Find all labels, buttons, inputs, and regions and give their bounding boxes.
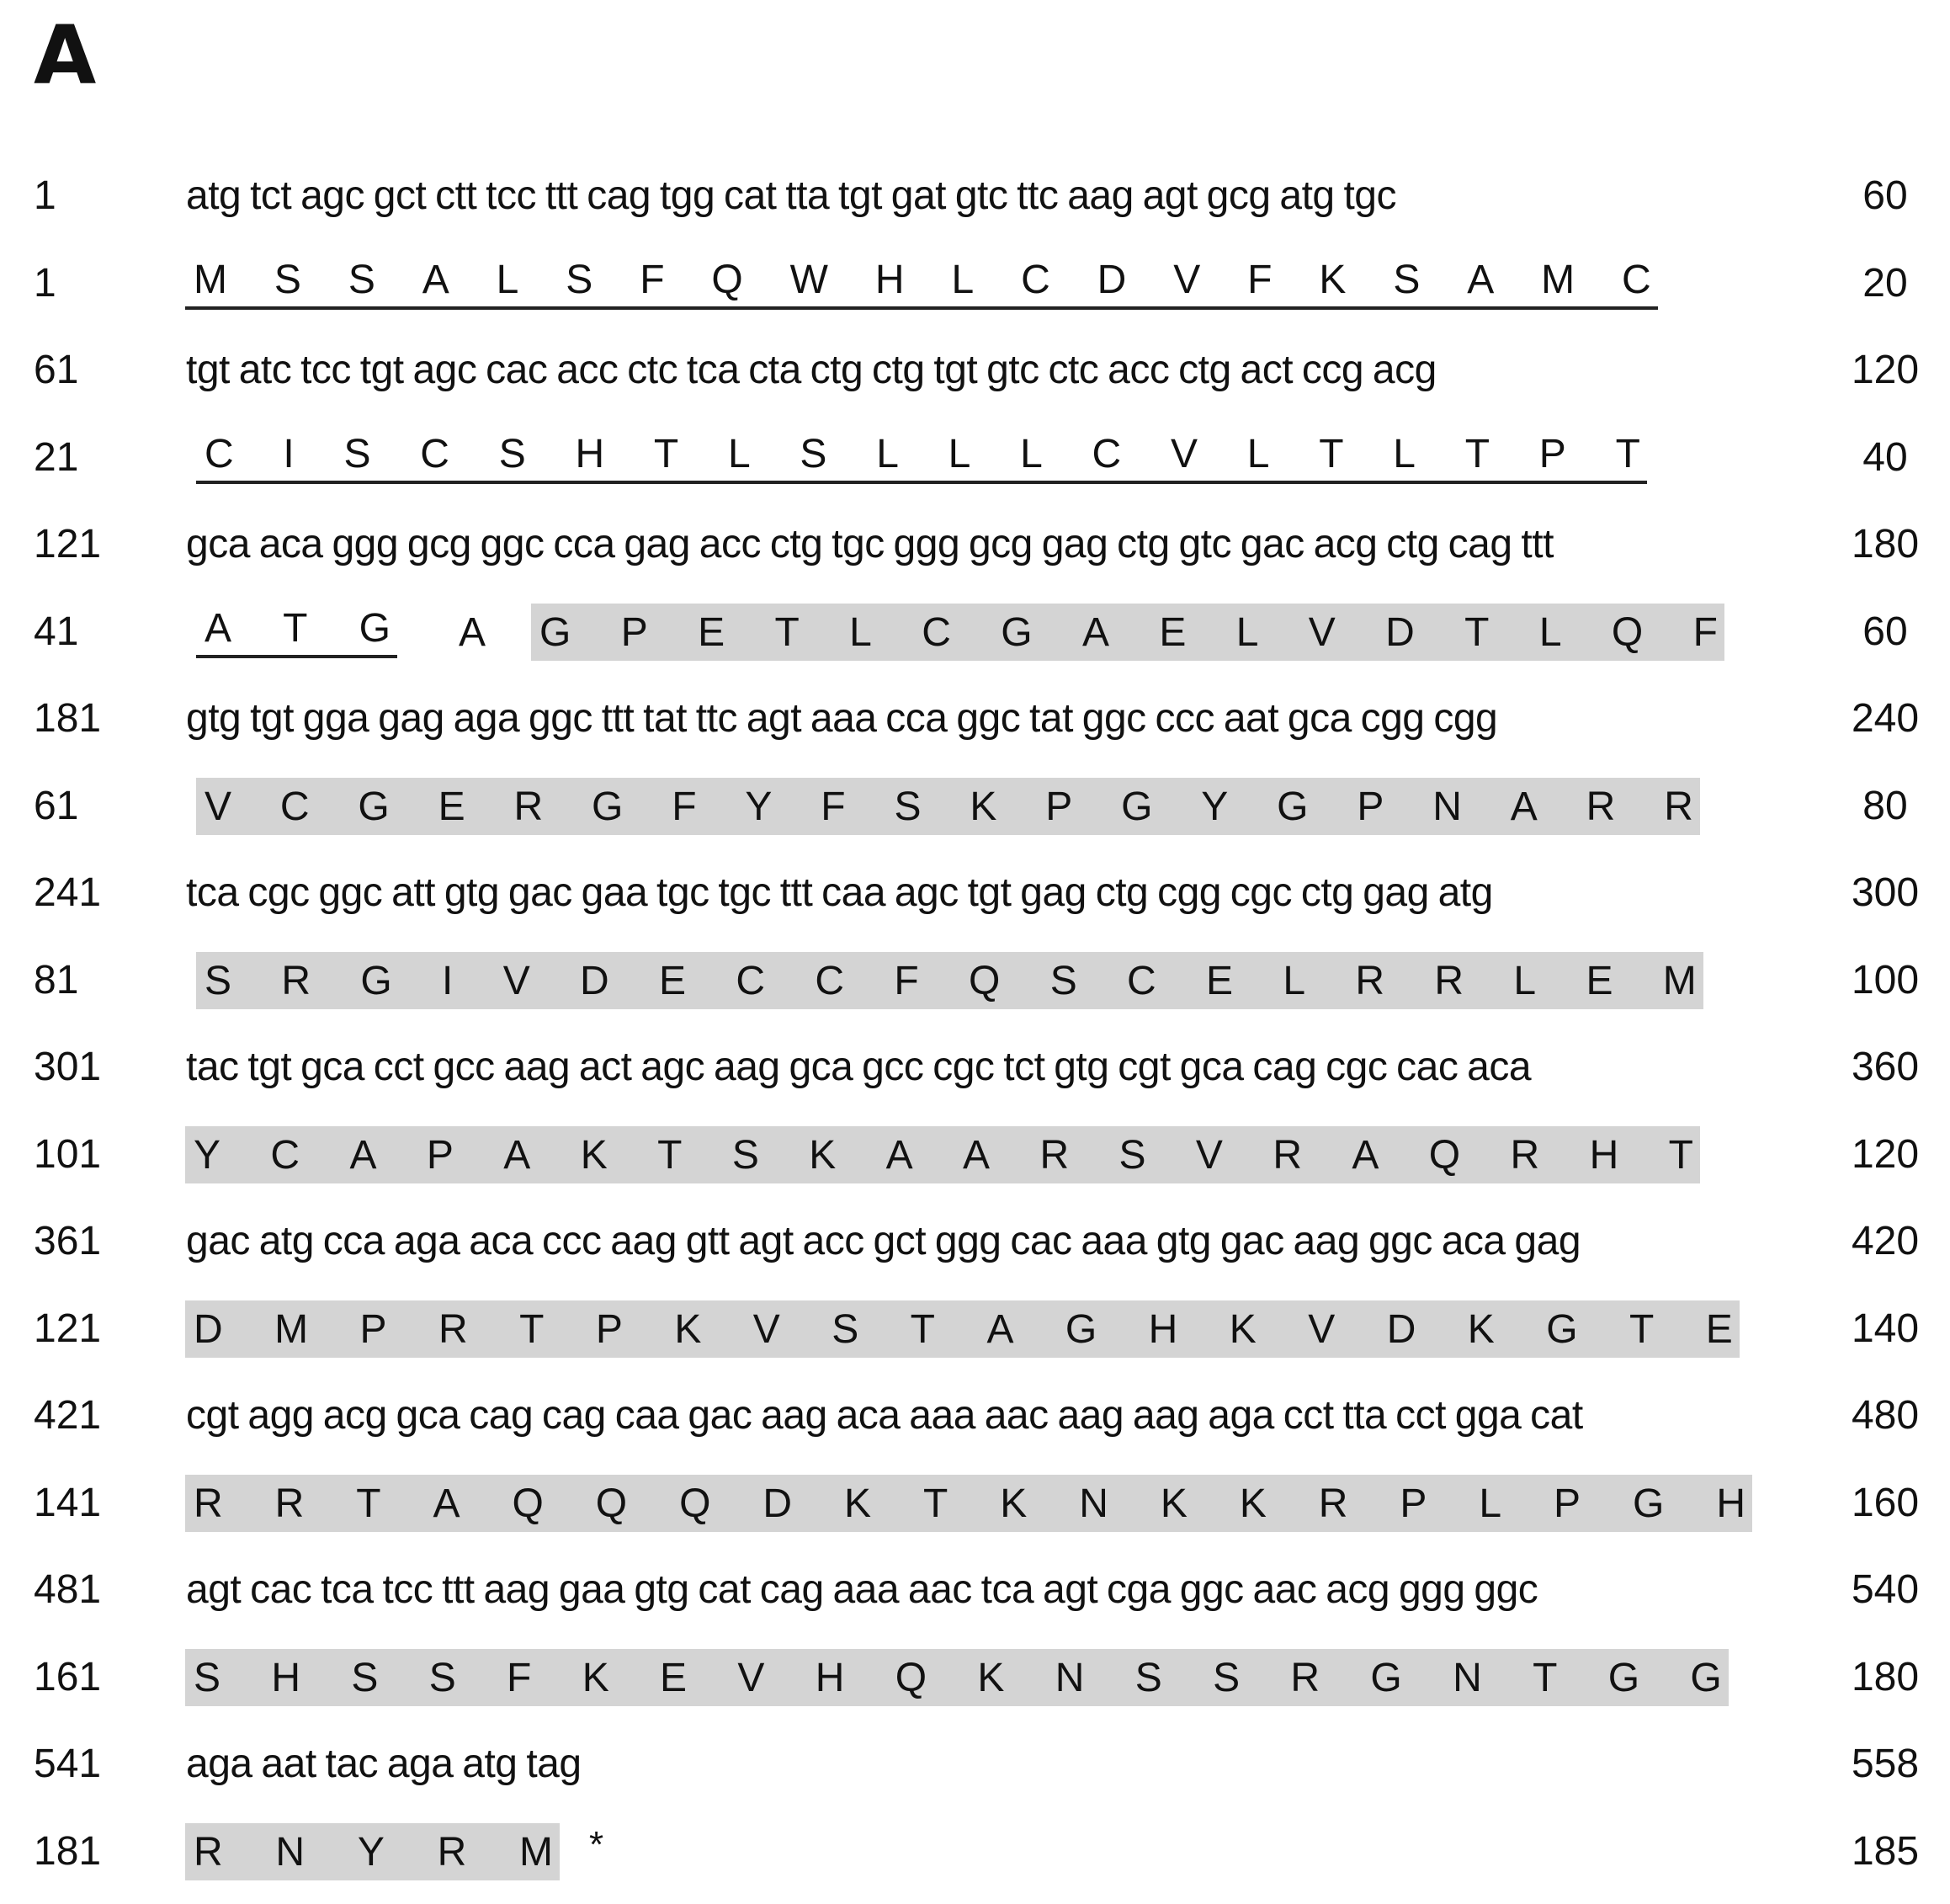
amino-acid-residue: A [458, 609, 486, 655]
amino-acid-residue: P [426, 1132, 454, 1178]
amino-acid-residue: G [1277, 784, 1309, 829]
amino-acid-residue: K [844, 1481, 872, 1526]
amino-acid-residue: T [1533, 1655, 1558, 1700]
amino-acid-residue: V [737, 1655, 765, 1700]
amino-acid-residue: R [274, 1481, 305, 1526]
nt-start-number: 301 [34, 1045, 102, 1089]
amino-acid-residue: K [977, 1655, 1005, 1700]
shaded-mature-segment [185, 1126, 1700, 1183]
amino-acid-residue: V [1308, 609, 1336, 655]
aa-start-number: 161 [34, 1655, 102, 1699]
amino-acid-residue: R [194, 1829, 223, 1875]
amino-acid-residue: L [951, 258, 975, 302]
amino-acid-residue: N [1055, 1655, 1085, 1700]
amino-acid-residue: K [580, 1132, 608, 1178]
aa-end-number: 180 [1851, 1655, 1920, 1699]
amino-acid-residue: K [1467, 1306, 1495, 1352]
nucleotide-sequence: gca aca ggg gcg ggc cca gag acc ctg tgc ggg gcg gag ctg gtc gac acg ctg cag ttt [186, 522, 1554, 566]
amino-acid-residue: P [595, 1306, 623, 1352]
nucleotide-row [0, 167, 1950, 226]
amino-acid-residue: L [1538, 609, 1562, 655]
amino-acid-residue: S [343, 432, 371, 476]
amino-acid-residue: K [674, 1306, 702, 1352]
amino-acid-residue: P [1554, 1481, 1581, 1526]
amino-acid-residue: R [1510, 1132, 1540, 1178]
nucleotide-sequence: tca cgc ggc att gtg gac gaa tgc tgc ttt caa agc tgt gag ctg cgg cgc ctg gag atg [186, 870, 1493, 915]
amino-acid-residue: T [774, 609, 800, 655]
amino-acid-residue: G [358, 784, 390, 829]
amino-acid-residue: D [1385, 609, 1415, 655]
amino-acid-residue: G [360, 958, 392, 1003]
amino-acid-residue: K [1319, 258, 1347, 302]
amino-acid-residue: D [580, 958, 609, 1003]
amino-acid-residue: M [194, 258, 227, 302]
amino-acid-residue: T [1319, 432, 1344, 476]
amino-acid-residue: K [970, 784, 997, 829]
underlined-signal-segment [196, 599, 397, 658]
amino-acid-row [0, 1474, 1950, 1533]
amino-acid-residue: D [1097, 258, 1127, 302]
amino-acid-residue: P [620, 609, 648, 655]
amino-acid-row [0, 1648, 1950, 1707]
amino-acid-row [0, 1125, 1950, 1184]
plain-segment [438, 604, 505, 661]
amino-acid-residue: C [1092, 432, 1122, 476]
shaded-mature-segment [196, 778, 1700, 835]
amino-acid-residue: R [438, 1306, 468, 1352]
amino-acid-residue: S [274, 258, 301, 302]
amino-acid-row [0, 951, 1950, 1010]
nt-start-number: 121 [34, 522, 102, 566]
amino-acid-residue: S [1213, 1655, 1241, 1700]
amino-acid-residue: M [1662, 958, 1697, 1003]
amino-acid-residue: L [876, 432, 899, 476]
amino-acid-residue: C [420, 432, 449, 476]
amino-acid-residue: H [815, 1655, 845, 1700]
stop-codon-marker: * [589, 1824, 604, 1865]
amino-acid-residue: A [1352, 1132, 1379, 1178]
amino-acid-residue: E [438, 784, 465, 829]
nt-start-number: 541 [34, 1742, 102, 1786]
amino-acid-residue: R [1039, 1132, 1070, 1178]
amino-acid-residue: T [1615, 432, 1640, 476]
shaded-mature-segment [185, 1823, 560, 1880]
nucleotide-row [0, 1386, 1950, 1445]
nt-end-number: 420 [1851, 1219, 1920, 1263]
amino-acid-residue: P [359, 1306, 387, 1352]
amino-acid-residue: V [1195, 1132, 1223, 1178]
amino-acid-residue: V [205, 784, 232, 829]
aa-start-number: 181 [34, 1829, 102, 1874]
amino-acid-residue: V [752, 1306, 780, 1352]
aa-start-number: 41 [34, 609, 79, 654]
amino-acid-residue: L [1393, 432, 1416, 476]
amino-acid-residue: Y [1201, 784, 1229, 829]
amino-acid-residue: T [1464, 432, 1490, 476]
amino-acid-residue: S [731, 1132, 759, 1178]
amino-acid-residue: S [832, 1306, 859, 1352]
amino-acid-row [0, 1300, 1950, 1359]
aa-start-number: 141 [34, 1481, 102, 1525]
amino-acid-residue: S [800, 432, 827, 476]
amino-acid-residue: S [498, 432, 526, 476]
amino-acid-residue: A [422, 258, 449, 302]
amino-acid-residue: P [1357, 784, 1384, 829]
amino-acid-residue: L [849, 609, 872, 655]
aa-start-number: 1 [34, 261, 56, 306]
amino-acid-residue: C [1622, 258, 1651, 302]
shaded-mature-segment [185, 1475, 1752, 1532]
nt-end-number: 558 [1851, 1742, 1920, 1786]
nt-start-number: 421 [34, 1393, 102, 1438]
nt-end-number: 180 [1851, 522, 1920, 566]
aa-start-number: 81 [34, 958, 79, 1003]
aa-end-number: 40 [1862, 435, 1908, 480]
amino-acid-residue: L [727, 432, 751, 476]
amino-acid-residue: K [1160, 1481, 1188, 1526]
amino-acid-residue: Q [895, 1655, 927, 1700]
aa-end-number: 60 [1862, 609, 1908, 654]
nucleotide-row [0, 864, 1950, 923]
amino-acid-residue: V [1173, 258, 1201, 302]
amino-acid-residue: R [194, 1481, 223, 1526]
nucleotide-row [0, 689, 1950, 748]
amino-acid-residue: T [922, 1481, 948, 1526]
amino-acid-residue: L [1246, 432, 1270, 476]
shaded-mature-segment [185, 1649, 1729, 1706]
amino-acid-residue: C [736, 958, 766, 1003]
amino-acid-residue: D [1386, 1306, 1416, 1352]
aa-start-number: 21 [34, 435, 79, 480]
amino-acid-residue: I [283, 432, 295, 476]
amino-acid-residue: R [1318, 1481, 1348, 1526]
amino-acid-residue: G [1001, 609, 1033, 655]
amino-acid-row [0, 428, 1950, 487]
amino-acid-residue: Q [969, 958, 1001, 1003]
amino-acid-residue: C [1021, 258, 1050, 302]
aa-end-number: 120 [1851, 1132, 1920, 1177]
amino-acid-residue: C [1127, 958, 1156, 1003]
amino-acid-residue: L [496, 258, 519, 302]
amino-acid-residue: A [349, 1132, 377, 1178]
amino-acid-residue: S [1049, 958, 1077, 1003]
amino-acid-residue: G [1607, 1655, 1640, 1700]
amino-acid-residue: L [1020, 432, 1043, 476]
amino-acid-residue: H [874, 258, 905, 302]
amino-acid-residue: H [1148, 1306, 1178, 1352]
amino-acid-residue: L [1235, 609, 1259, 655]
amino-acid-residue: A [1510, 784, 1538, 829]
amino-acid-residue: R [1586, 784, 1616, 829]
nt-start-number: 241 [34, 870, 102, 915]
amino-acid-residue: N [1079, 1481, 1108, 1526]
amino-acid-residue: M [518, 1829, 553, 1875]
nucleotide-sequence: gac atg cca aga aca ccc aag gtt agt acc gct ggg cac aaa gtg gac aag ggc aca gag [186, 1219, 1581, 1263]
amino-acid-residue: Q [679, 1481, 711, 1526]
amino-acid-residue: F [672, 784, 697, 829]
panel-label: A [34, 8, 97, 103]
amino-acid-residue: A [1467, 258, 1495, 302]
underlined-signal-segment [196, 425, 1647, 484]
amino-acid-residue: T [657, 1132, 683, 1178]
amino-acid-residue: H [271, 1655, 301, 1700]
amino-acid-residue: T [283, 606, 308, 651]
amino-acid-residue: I [442, 958, 454, 1003]
nt-start-number: 361 [34, 1219, 102, 1263]
amino-acid-residue: P [1045, 784, 1073, 829]
amino-acid-residue: S [1118, 1132, 1146, 1178]
amino-acid-residue: S [348, 258, 375, 302]
amino-acid-residue: A [986, 1306, 1014, 1352]
amino-acid-residue: M [1541, 258, 1575, 302]
amino-acid-residue: D [762, 1481, 793, 1526]
amino-acid-residue: F [507, 1655, 532, 1700]
amino-acid-residue: Y [194, 1132, 221, 1178]
nt-end-number: 540 [1851, 1567, 1920, 1612]
amino-acid-residue: K [1229, 1306, 1257, 1352]
nucleotide-row [0, 341, 1950, 400]
amino-acid-residue: T [356, 1481, 381, 1526]
amino-acid-residue: S [351, 1655, 379, 1700]
amino-acid-residue: C [279, 784, 310, 829]
shaded-mature-segment [531, 604, 1724, 661]
amino-acid-residue: Q [595, 1481, 628, 1526]
aa-end-number: 100 [1851, 958, 1920, 1003]
nucleotide-row [0, 1735, 1950, 1794]
nt-end-number: 60 [1862, 173, 1908, 218]
amino-acid-residue: W [789, 258, 828, 302]
nt-end-number: 240 [1851, 696, 1920, 741]
amino-acid-residue: T [653, 432, 679, 476]
aa-start-number: 101 [34, 1132, 102, 1177]
nt-start-number: 61 [34, 348, 79, 392]
amino-acid-residue: K [1000, 1481, 1028, 1526]
amino-acid-row [0, 1822, 1950, 1881]
amino-acid-residue: A [433, 1481, 460, 1526]
amino-acid-residue: R [513, 784, 544, 829]
amino-acid-residue: A [885, 1132, 913, 1178]
amino-acid-residue: A [1081, 609, 1109, 655]
amino-acid-residue: K [809, 1132, 837, 1178]
nt-end-number: 120 [1851, 348, 1920, 392]
amino-acid-residue: H [575, 432, 605, 476]
nucleotide-sequence: tac tgt gca cct gcc aag act agc aag gca gcc cgc tct gtg cgt gca cag cgc cac aca [186, 1045, 1532, 1089]
nt-start-number: 1 [34, 173, 56, 218]
nucleotide-sequence: tgt atc tcc tgt agc cac acc ctc tca cta ctg ctg tgt gtc ctc acc ctg act ccg acg [186, 348, 1437, 392]
amino-acid-residue: G [1690, 1655, 1722, 1700]
amino-acid-residue: R [1273, 1132, 1302, 1178]
amino-acid-residue: R [1434, 958, 1464, 1003]
amino-acid-residue: S [205, 958, 232, 1003]
amino-acid-residue: G [1370, 1655, 1402, 1700]
amino-acid-residue: N [1453, 1655, 1482, 1700]
amino-acid-residue: M [274, 1306, 309, 1352]
amino-acid-residue: A [963, 1132, 991, 1178]
amino-acid-residue: Q [711, 258, 743, 302]
aa-end-number: 20 [1862, 261, 1908, 306]
amino-acid-row [0, 603, 1950, 662]
amino-acid-residue: L [1479, 1481, 1502, 1526]
amino-acid-residue: Y [745, 784, 773, 829]
amino-acid-residue: T [519, 1306, 545, 1352]
amino-acid-residue: S [894, 784, 922, 829]
shaded-mature-segment [185, 1300, 1740, 1358]
amino-acid-residue: S [566, 258, 593, 302]
amino-acid-residue: Q [512, 1481, 544, 1526]
amino-acid-residue: V [1170, 432, 1198, 476]
nucleotide-sequence: aga aat tac aga atg tag [186, 1742, 582, 1786]
shaded-mature-segment [196, 952, 1703, 1009]
amino-acid-residue: Q [1611, 609, 1644, 655]
amino-acid-residue: T [1629, 1306, 1655, 1352]
amino-acid-residue: E [698, 609, 725, 655]
amino-acid-residue: T [910, 1306, 935, 1352]
amino-acid-residue: S [1134, 1655, 1162, 1700]
amino-acid-residue: T [1668, 1132, 1693, 1178]
nt-end-number: 480 [1851, 1393, 1920, 1438]
aa-end-number: 185 [1851, 1829, 1920, 1874]
amino-acid-residue: A [205, 606, 232, 651]
amino-acid-residue: K [582, 1655, 609, 1700]
amino-acid-residue: L [948, 432, 971, 476]
amino-acid-residue: C [270, 1132, 300, 1178]
amino-acid-residue: F [894, 958, 919, 1003]
amino-acid-residue: G [359, 606, 391, 651]
aa-end-number: 80 [1862, 784, 1908, 828]
amino-acid-residue: H [1716, 1481, 1745, 1526]
nt-end-number: 360 [1851, 1045, 1920, 1089]
amino-acid-residue: P [1538, 432, 1566, 476]
amino-acid-row [0, 254, 1950, 313]
amino-acid-residue: L [1513, 958, 1537, 1003]
nucleotide-row [0, 1038, 1950, 1097]
amino-acid-residue: S [1393, 258, 1421, 302]
amino-acid-residue: V [1308, 1306, 1336, 1352]
nucleotide-row [0, 515, 1950, 574]
nucleotide-sequence: atg tct agc gct ctt tcc ttt cag tgg cat tta tgt gat gtc ttc aag agt gcg atg tgc [186, 173, 1396, 218]
amino-acid-residue: G [1546, 1306, 1578, 1352]
amino-acid-residue: N [275, 1829, 306, 1875]
amino-acid-residue: P [1400, 1481, 1427, 1526]
amino-acid-residue: C [922, 609, 951, 655]
amino-acid-residue: S [194, 1655, 221, 1700]
amino-acid-residue: E [660, 1655, 688, 1700]
amino-acid-residue: Q [1428, 1132, 1461, 1178]
amino-acid-residue: K [1239, 1481, 1267, 1526]
amino-acid-residue: F [1692, 609, 1718, 655]
amino-acid-residue: A [503, 1132, 531, 1178]
aa-start-number: 121 [34, 1306, 102, 1351]
amino-acid-residue: R [281, 958, 311, 1003]
amino-acid-residue: E [659, 958, 687, 1003]
amino-acid-residue: F [821, 784, 846, 829]
amino-acid-residue: D [194, 1306, 223, 1352]
nucleotide-row [0, 1561, 1950, 1619]
amino-acid-residue: R [1290, 1655, 1320, 1700]
amino-acid-residue: L [1283, 958, 1306, 1003]
amino-acid-residue: G [1633, 1481, 1665, 1526]
amino-acid-residue: S [428, 1655, 456, 1700]
amino-acid-residue: R [1355, 958, 1385, 1003]
nt-start-number: 181 [34, 696, 102, 741]
nucleotide-sequence: agt cac tca tcc ttt aag gaa gtg cat cag aaa aac tca agt cga ggc aac acg ggg ggc [186, 1567, 1538, 1612]
amino-acid-row [0, 777, 1950, 836]
amino-acid-residue: F [640, 258, 665, 302]
amino-acid-residue: E [1705, 1306, 1733, 1352]
amino-acid-residue: E [1206, 958, 1234, 1003]
amino-acid-residue: R [437, 1829, 467, 1875]
amino-acid-residue: G [1121, 784, 1153, 829]
aa-start-number: 61 [34, 784, 79, 828]
amino-acid-residue: F [1247, 258, 1273, 302]
nt-end-number: 300 [1851, 870, 1920, 915]
amino-acid-residue: E [1586, 958, 1613, 1003]
nucleotide-sequence: gtg tgt gga gag aga ggc ttt tat ttc agt aaa cca ggc tat ggc ccc aat gca cgg cgg [186, 696, 1498, 741]
aa-end-number: 160 [1851, 1481, 1920, 1525]
amino-acid-residue: H [1589, 1132, 1619, 1178]
amino-acid-residue: V [502, 958, 530, 1003]
amino-acid-residue: R [1664, 784, 1693, 829]
nt-start-number: 481 [34, 1567, 102, 1612]
amino-acid-residue: N [1432, 784, 1462, 829]
nucleotide-sequence: cgt agg acg gca cag cag caa gac aag aca aaa aac aag aag aga cct tta cct gga cat [186, 1393, 1583, 1438]
nucleotide-row [0, 1212, 1950, 1271]
amino-acid-residue: C [205, 432, 234, 476]
amino-acid-residue: G [539, 609, 571, 655]
amino-acid-residue: Y [357, 1829, 385, 1875]
underlined-signal-segment [185, 251, 1658, 310]
amino-acid-residue: C [815, 958, 845, 1003]
amino-acid-residue: T [1464, 609, 1490, 655]
aa-end-number: 140 [1851, 1306, 1920, 1351]
amino-acid-residue: G [1065, 1306, 1097, 1352]
amino-acid-residue: G [592, 784, 624, 829]
amino-acid-residue: E [1159, 609, 1187, 655]
